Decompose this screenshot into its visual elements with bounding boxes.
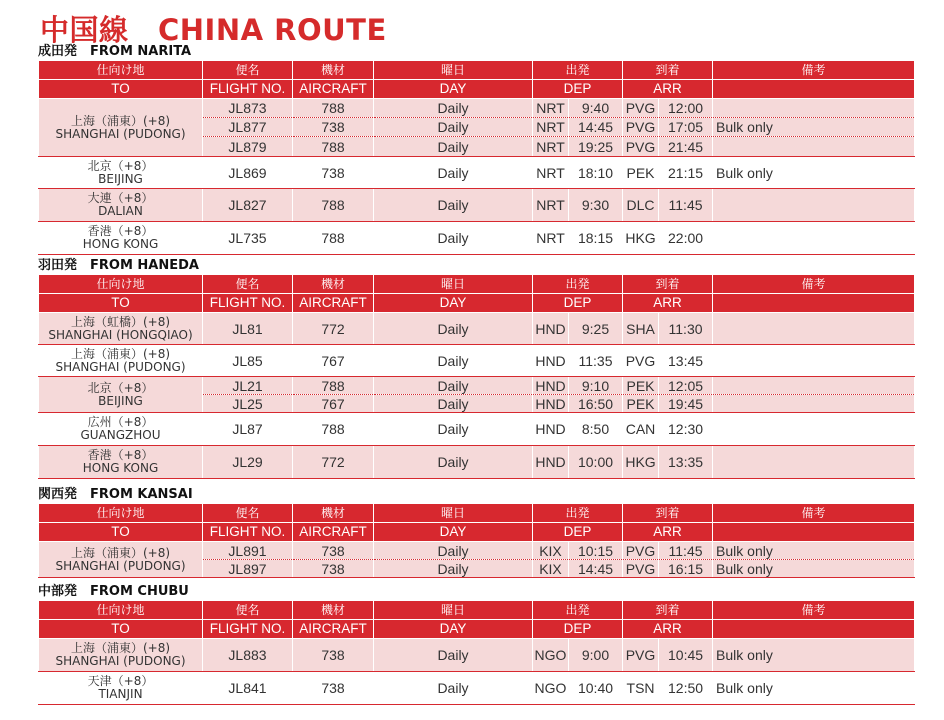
aircraft: 788: [293, 137, 374, 157]
aircraft: 788: [293, 222, 374, 255]
header-en: DEP: [533, 523, 623, 542]
dep-time: 8:50: [569, 413, 623, 446]
dep-airport: HND: [533, 345, 569, 377]
day: Daily: [374, 542, 533, 560]
header-jp: 機材: [293, 275, 374, 294]
day: Daily: [374, 413, 533, 446]
destination-en: HONG KONG: [82, 237, 159, 251]
destination-cell: [39, 542, 203, 578]
flight-number: JL897: [203, 560, 293, 578]
header-en: ARR: [623, 294, 713, 313]
table-row: [39, 542, 915, 560]
remarks: [713, 222, 915, 255]
header-jp: 到着: [623, 61, 713, 80]
destination-en: SHANGHAI (HONGQIAO): [48, 327, 193, 342]
remarks: Bulk only: [713, 157, 915, 189]
destination-jp: 北京（+8）: [87, 158, 154, 173]
header-en: ARR: [623, 620, 713, 639]
aircraft: 738: [293, 560, 374, 578]
flight-number: JL891: [203, 542, 293, 560]
destination-group: [39, 345, 915, 377]
arr-time: 12:30: [659, 413, 713, 446]
dep-time: 9:00: [569, 639, 623, 672]
destination-en: SHANGHAI (PUDONG): [55, 558, 186, 573]
aircraft: 788: [293, 189, 374, 222]
header-jp: 仕向け地: [39, 275, 203, 294]
header-jp: 機材: [293, 504, 374, 523]
section-title: 成田発 FROM NARITA: [38, 44, 192, 59]
header-jp: 便名: [203, 504, 293, 523]
remarks: [713, 345, 915, 377]
day: Daily: [374, 672, 533, 705]
remarks: [713, 395, 915, 413]
table-row: [39, 345, 915, 377]
header-en: DAY: [374, 294, 533, 313]
destination-group: [39, 189, 915, 222]
remarks: Bulk only: [713, 672, 915, 705]
destination-group: [39, 639, 915, 672]
destination-cell: [39, 446, 203, 479]
section-3: [38, 584, 914, 705]
dep-airport: NRT: [533, 189, 569, 222]
arr-time: 10:45: [659, 639, 713, 672]
destination-cell: [39, 345, 203, 377]
destination-jp: 上海（浦東）(+8): [70, 113, 171, 128]
header-jp: 備考: [713, 61, 915, 80]
destination-jp: 北京（+8）: [87, 380, 154, 395]
arr-time: 16:15: [659, 560, 713, 578]
day: Daily: [374, 189, 533, 222]
arr-time: 21:15: [659, 157, 713, 189]
arr-time: 11:30: [659, 313, 713, 345]
destination-group: [39, 672, 915, 705]
destination-en: SHANGHAI (PUDONG): [55, 654, 186, 668]
header-jp: 曜日: [374, 61, 533, 80]
arr-airport: PVG: [623, 137, 659, 157]
dep-time: 10:40: [569, 672, 623, 705]
schedule-table: [38, 60, 915, 255]
table-row: [39, 99, 915, 118]
header-en: AIRCRAFT: [293, 523, 374, 542]
table-row: [39, 377, 915, 395]
dep-time: 9:10: [569, 377, 623, 395]
dep-airport: HND: [533, 377, 569, 395]
dep-airport: NRT: [533, 118, 569, 137]
arr-time: 11:45: [659, 189, 713, 222]
arr-airport: PEK: [623, 395, 659, 413]
day: Daily: [374, 313, 533, 345]
remarks: Bulk only: [713, 639, 915, 672]
dep-time: 9:30: [569, 189, 623, 222]
flight-number: JL735: [203, 222, 293, 255]
header-en: AIRCRAFT: [293, 80, 374, 99]
arr-time: 21:45: [659, 137, 713, 157]
schedule-table: [38, 600, 915, 705]
header-en: DEP: [533, 294, 623, 313]
aircraft: 767: [293, 345, 374, 377]
header-jp: 備考: [713, 601, 915, 620]
destination-cell: [39, 639, 203, 672]
header-en: [713, 523, 915, 542]
header-en: DAY: [374, 620, 533, 639]
table-row: [39, 222, 915, 255]
arr-airport: PVG: [623, 118, 659, 137]
day: Daily: [374, 157, 533, 189]
destination-jp: 香港（+8）: [87, 448, 154, 462]
destination-en: SHANGHAI (PUDONG): [55, 359, 186, 374]
destination-group: [39, 222, 915, 255]
table-row: [39, 446, 915, 479]
aircraft: 788: [293, 377, 374, 395]
table-row: [39, 157, 915, 189]
destination-group: [39, 157, 915, 189]
arr-time: 19:45: [659, 395, 713, 413]
header-en: [713, 620, 915, 639]
destination-group: [39, 377, 915, 413]
destination-en: TIANJIN: [98, 687, 143, 701]
dep-time: 14:45: [569, 118, 623, 137]
section-1: [38, 258, 914, 479]
dep-airport: NGO: [533, 672, 569, 705]
destination-jp: 広州（+8）: [87, 415, 154, 429]
section-title: 中部発 FROM CHUBU: [38, 584, 189, 599]
header-en: DAY: [374, 80, 533, 99]
destination-cell: [39, 313, 203, 345]
header-jp: 出発: [533, 275, 623, 294]
day: Daily: [374, 345, 533, 377]
dep-airport: KIX: [533, 560, 569, 578]
aircraft: 738: [293, 157, 374, 189]
destination-en: SHANGHAI (PUDONG): [55, 126, 186, 141]
dep-time: 18:15: [569, 222, 623, 255]
header-en: FLIGHT NO.: [203, 294, 293, 313]
aircraft: 767: [293, 395, 374, 413]
destination-cell: [39, 189, 203, 222]
arr-time: 11:45: [659, 542, 713, 560]
dep-airport: NRT: [533, 99, 569, 118]
arr-airport: HKG: [623, 446, 659, 479]
day: Daily: [374, 377, 533, 395]
remarks: [713, 137, 915, 157]
arr-airport: CAN: [623, 413, 659, 446]
day: Daily: [374, 137, 533, 157]
dep-time: 11:35: [569, 345, 623, 377]
aircraft: 738: [293, 672, 374, 705]
section-0: [38, 44, 914, 255]
table-row: [39, 413, 915, 446]
day: Daily: [374, 222, 533, 255]
flight-number: JL87: [203, 413, 293, 446]
remarks: Bulk only: [713, 542, 915, 560]
aircraft: 738: [293, 639, 374, 672]
flight-number: JL879: [203, 137, 293, 157]
aircraft: 738: [293, 542, 374, 560]
destination-cell: [39, 157, 203, 189]
header-en: DAY: [374, 523, 533, 542]
aircraft: 772: [293, 446, 374, 479]
header-en: TO: [39, 294, 203, 313]
dep-airport: HND: [533, 413, 569, 446]
header-jp: 仕向け地: [39, 61, 203, 80]
arr-airport: PVG: [623, 345, 659, 377]
destination-jp: 上海（虹橋）(+8): [70, 314, 171, 329]
arr-airport: SHA: [623, 313, 659, 345]
arr-airport: PVG: [623, 542, 659, 560]
header-en: ARR: [623, 80, 713, 99]
section-title: 羽田発 FROM HANEDA: [38, 258, 199, 273]
dep-time: 19:25: [569, 137, 623, 157]
arr-time: 12:00: [659, 99, 713, 118]
dep-time: 18:10: [569, 157, 623, 189]
header-jp: 曜日: [374, 601, 533, 620]
day: Daily: [374, 560, 533, 578]
destination-group: [39, 413, 915, 446]
dep-time: 14:45: [569, 560, 623, 578]
destination-en: BEIJING: [98, 171, 143, 186]
aircraft: 788: [293, 99, 374, 118]
dep-time: 10:15: [569, 542, 623, 560]
destination-group: [39, 99, 915, 157]
flight-number: JL29: [203, 446, 293, 479]
remarks: [713, 413, 915, 446]
destination-jp: 大連（+8）: [87, 191, 154, 205]
table-row: [39, 189, 915, 222]
header-jp: 機材: [293, 61, 374, 80]
header-jp: 到着: [623, 504, 713, 523]
destination-en: HONG KONG: [82, 461, 159, 475]
table-row: [39, 313, 915, 345]
header-en: DEP: [533, 80, 623, 99]
flight-number: JL877: [203, 118, 293, 137]
remarks: [713, 99, 915, 118]
table-row: [39, 639, 915, 672]
header-en: TO: [39, 523, 203, 542]
destination-en: DALIAN: [98, 204, 143, 218]
flight-number: JL883: [203, 639, 293, 672]
arr-airport: HKG: [623, 222, 659, 255]
day: Daily: [374, 395, 533, 413]
page-title: 中国線 CHINA ROUTE: [40, 13, 387, 47]
header-jp: 仕向け地: [39, 504, 203, 523]
dep-time: 9:40: [569, 99, 623, 118]
header-jp: 仕向け地: [39, 601, 203, 620]
header-jp: 曜日: [374, 504, 533, 523]
flight-number: JL25: [203, 395, 293, 413]
arr-airport: DLC: [623, 189, 659, 222]
flight-number: JL869: [203, 157, 293, 189]
header-en: FLIGHT NO.: [203, 523, 293, 542]
header-jp: 曜日: [374, 275, 533, 294]
flight-number: JL81: [203, 313, 293, 345]
remarks: [713, 313, 915, 345]
aircraft: 788: [293, 413, 374, 446]
dep-airport: HND: [533, 313, 569, 345]
destination-en: BEIJING: [98, 393, 143, 408]
arr-airport: PEK: [623, 157, 659, 189]
destination-group: [39, 313, 915, 345]
remarks: [713, 377, 915, 395]
header-jp: 便名: [203, 601, 293, 620]
arr-time: 12:05: [659, 377, 713, 395]
flight-number: JL21: [203, 377, 293, 395]
destination-jp: 上海（浦東）(+8): [70, 346, 171, 361]
header-en: TO: [39, 80, 203, 99]
destination-group: [39, 542, 915, 578]
destination-jp: 上海（浦東）(+8): [70, 641, 171, 655]
remarks: Bulk only: [713, 118, 915, 137]
flight-number: JL873: [203, 99, 293, 118]
header-en: ARR: [623, 523, 713, 542]
header-jp: 備考: [713, 275, 915, 294]
flight-number: JL85: [203, 345, 293, 377]
remarks: [713, 446, 915, 479]
arr-time: 13:45: [659, 345, 713, 377]
dep-airport: NRT: [533, 222, 569, 255]
arr-time: 12:50: [659, 672, 713, 705]
table-row: [39, 672, 915, 705]
destination-cell: [39, 222, 203, 255]
header-en: AIRCRAFT: [293, 294, 374, 313]
dep-airport: NRT: [533, 137, 569, 157]
flight-number: JL841: [203, 672, 293, 705]
header-jp: 出発: [533, 61, 623, 80]
header-jp: 出発: [533, 601, 623, 620]
dep-airport: HND: [533, 395, 569, 413]
dep-airport: HND: [533, 446, 569, 479]
remarks: Bulk only: [713, 560, 915, 578]
header-en: [713, 294, 915, 313]
header-en: FLIGHT NO.: [203, 80, 293, 99]
header-jp: 便名: [203, 275, 293, 294]
dep-airport: KIX: [533, 542, 569, 560]
destination-jp: 上海（浦東）(+8): [70, 545, 171, 560]
arr-time: 13:35: [659, 446, 713, 479]
destination-group: [39, 446, 915, 479]
arr-airport: TSN: [623, 672, 659, 705]
dep-airport: NGO: [533, 639, 569, 672]
aircraft: 738: [293, 118, 374, 137]
header-en: TO: [39, 620, 203, 639]
day: Daily: [374, 639, 533, 672]
dep-time: 10:00: [569, 446, 623, 479]
destination-cell: [39, 672, 203, 705]
header-jp: 便名: [203, 61, 293, 80]
schedule-table: [38, 503, 915, 578]
header-en: [713, 80, 915, 99]
aircraft: 772: [293, 313, 374, 345]
dep-time: 16:50: [569, 395, 623, 413]
header-jp: 到着: [623, 275, 713, 294]
flight-number: JL827: [203, 189, 293, 222]
arr-time: 22:00: [659, 222, 713, 255]
header-jp: 備考: [713, 504, 915, 523]
arr-airport: PEK: [623, 377, 659, 395]
section-title: 関西発 FROM KANSAI: [38, 487, 193, 502]
destination-en: GUANGZHOU: [80, 428, 161, 442]
destination-cell: [39, 413, 203, 446]
header-jp: 到着: [623, 601, 713, 620]
day: Daily: [374, 446, 533, 479]
dep-airport: NRT: [533, 157, 569, 189]
day: Daily: [374, 99, 533, 118]
header-jp: 機材: [293, 601, 374, 620]
arr-airport: PVG: [623, 99, 659, 118]
destination-cell: [39, 377, 203, 413]
remarks: [713, 189, 915, 222]
day: Daily: [374, 118, 533, 137]
destination-cell: [39, 99, 203, 157]
dep-time: 9:25: [569, 313, 623, 345]
arr-time: 17:05: [659, 118, 713, 137]
section-2: [38, 487, 914, 578]
header-en: FLIGHT NO.: [203, 620, 293, 639]
schedule-table: [38, 274, 915, 479]
arr-airport: PVG: [623, 560, 659, 578]
destination-jp: 天津（+8）: [87, 674, 154, 688]
header-en: DEP: [533, 620, 623, 639]
header-en: AIRCRAFT: [293, 620, 374, 639]
destination-jp: 香港（+8）: [87, 224, 154, 238]
header-jp: 出発: [533, 504, 623, 523]
arr-airport: PVG: [623, 639, 659, 672]
